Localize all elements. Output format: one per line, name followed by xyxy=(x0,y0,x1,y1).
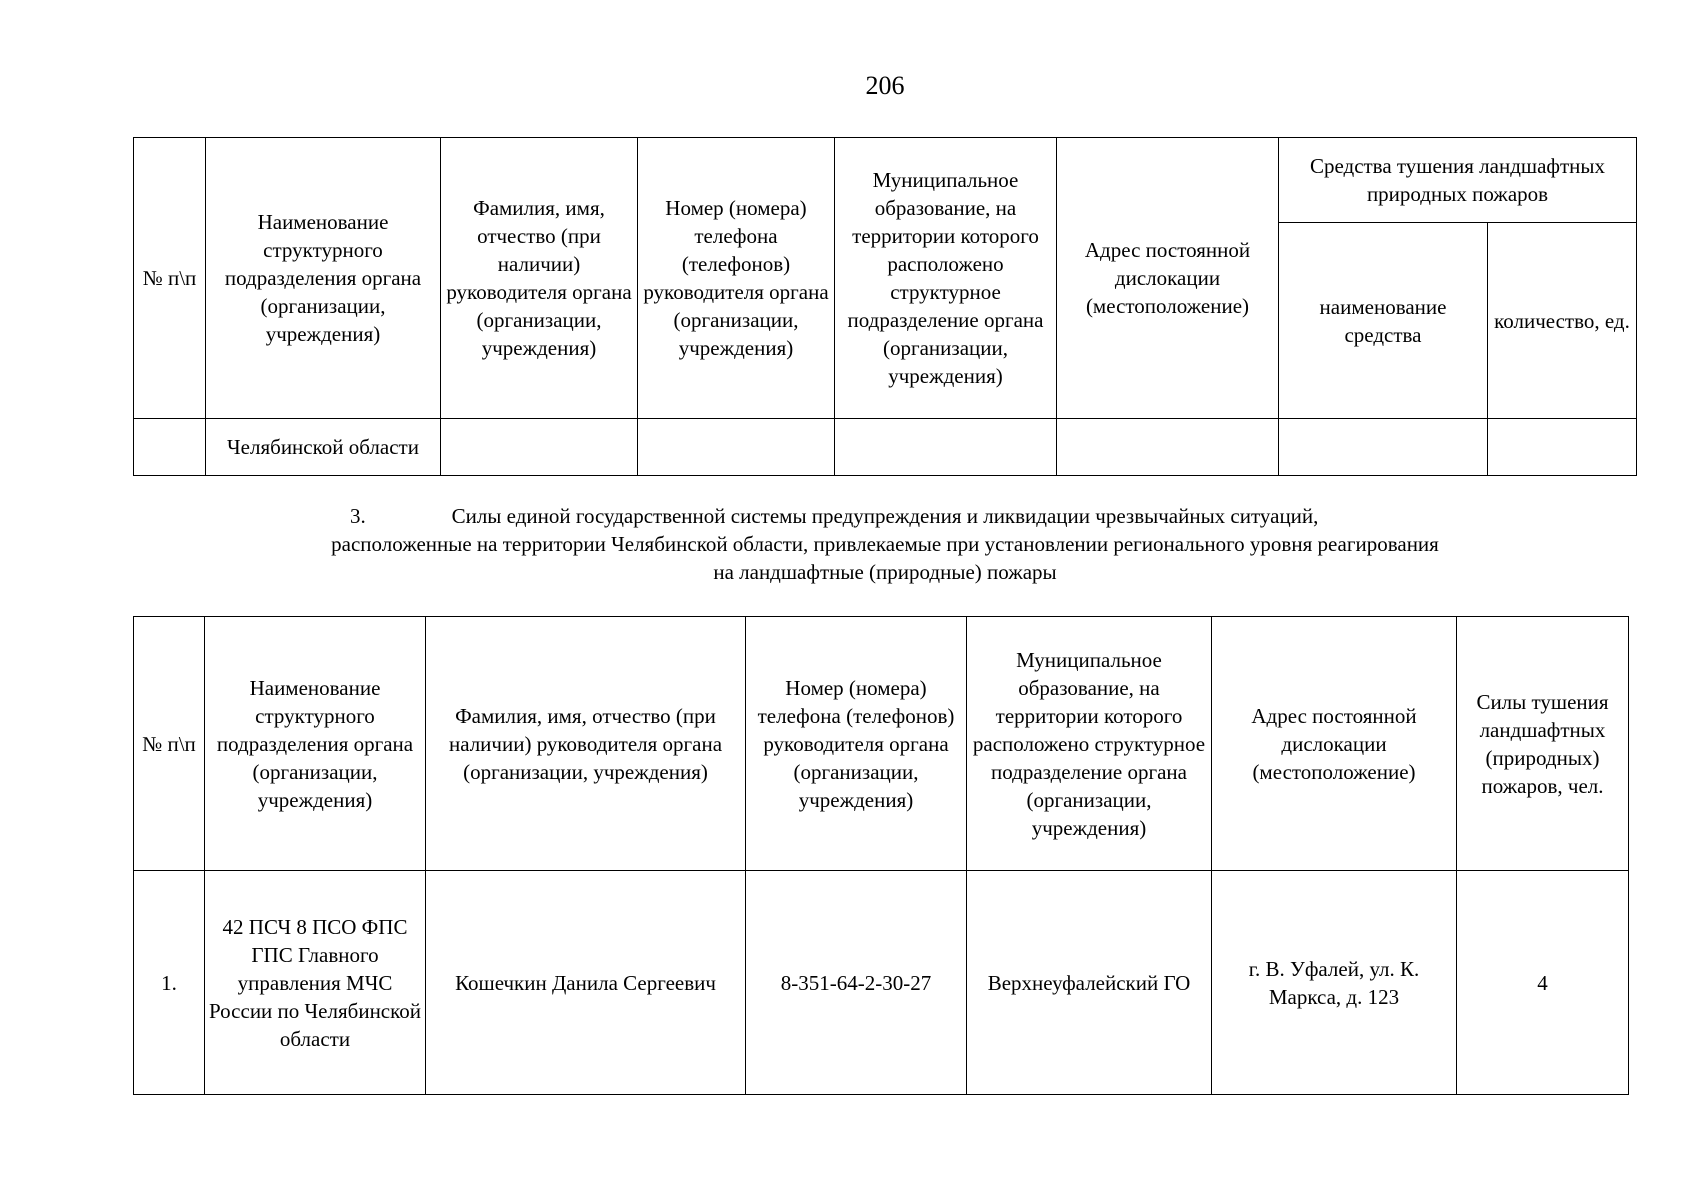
t2-cell-phone: 8-351-64-2-30-27 xyxy=(746,871,967,1095)
t2-header-municipality: Муниципальное образование, на территории которого расположено структурное подразделение органа (организации, учреждения) xyxy=(967,617,1212,871)
t2-header-address: Адрес постоянной дислокации (местоположение) xyxy=(1212,617,1457,871)
t2-header-forces: Силы тушения ландшафтных (природных) пожаров, чел. xyxy=(1457,617,1629,871)
t2-cell-name: 42 ПСЧ 8 ПСО ФПС ГПС Главного управления МЧС России по Челябинской области xyxy=(205,871,426,1095)
section-line-1: Силы единой государственной системы предупреждения и ликвидации чрезвычайных ситуаций, xyxy=(451,504,1319,528)
t1-header-means-qty: количество, ед. xyxy=(1488,223,1637,419)
t2-cell-fio: Кошечкин Данила Сергеевич xyxy=(426,871,746,1095)
section-line-2: расположенные на территории Челябинской области, привлекаемые при установлении регионального уровня реагирования xyxy=(331,532,1439,556)
page-number: 206 xyxy=(865,71,905,100)
table-2 xyxy=(133,616,1629,1095)
t1-cell-name: Челябинской области xyxy=(206,419,441,476)
t1-cell-fio xyxy=(441,419,638,476)
t1-cell-num xyxy=(134,419,206,476)
t1-cell-means-qty xyxy=(1488,419,1637,476)
t1-cell-phone xyxy=(638,419,835,476)
t2-header-phone: Номер (номера) телефона (телефонов) руководителя органа (организации, учреждения) xyxy=(746,617,967,871)
table-1 xyxy=(133,137,1637,476)
table-row xyxy=(134,419,1637,476)
t1-header-phone: Номер (номера) телефона (телефонов) руководителя органа (организации, учреждения) xyxy=(638,138,835,419)
section-line-3: на ландшафтные (природные) пожары xyxy=(713,560,1057,584)
t1-header-num: № п\п xyxy=(134,138,206,419)
t2-header-fio: Фамилия, имя, отчество (при наличии) руководителя органа (организации, учреждения) xyxy=(426,617,746,871)
t1-cell-municipality xyxy=(835,419,1057,476)
t1-header-name: Наименование структурного подразделения органа (организации, учреждения) xyxy=(206,138,441,419)
t1-header-fio: Фамилия, имя, отчество (при наличии) руководителя органа (организации, учреждения) xyxy=(441,138,638,419)
t1-header-means-name: наименование средства xyxy=(1279,223,1488,419)
t2-cell-address: г. В. Уфалей, ул. К. Маркса, д. 123 xyxy=(1212,871,1457,1095)
t1-header-means-group: Средства тушения ландшафтных природных пожаров xyxy=(1279,138,1637,223)
t2-cell-forces: 4 xyxy=(1457,871,1629,1095)
t2-cell-municipality: Верхнеуфалейский ГО xyxy=(967,871,1212,1095)
section-number: 3. xyxy=(350,504,366,528)
t1-header-municipality: Муниципальное образование, на территории которого расположено структурное подразделение органа (организации, учреждения) xyxy=(835,138,1057,419)
t1-header-address: Адрес постоянной дислокации (местоположение) xyxy=(1057,138,1279,419)
table-row xyxy=(134,871,1629,1095)
section-3-heading xyxy=(160,502,1610,586)
t2-header-num: № п\п xyxy=(134,617,205,871)
t2-cell-num: 1. xyxy=(134,871,205,1095)
t2-header-name: Наименование структурного подразделения органа (организации, учреждения) xyxy=(205,617,426,871)
t1-cell-means-name xyxy=(1279,419,1488,476)
t1-cell-address xyxy=(1057,419,1279,476)
